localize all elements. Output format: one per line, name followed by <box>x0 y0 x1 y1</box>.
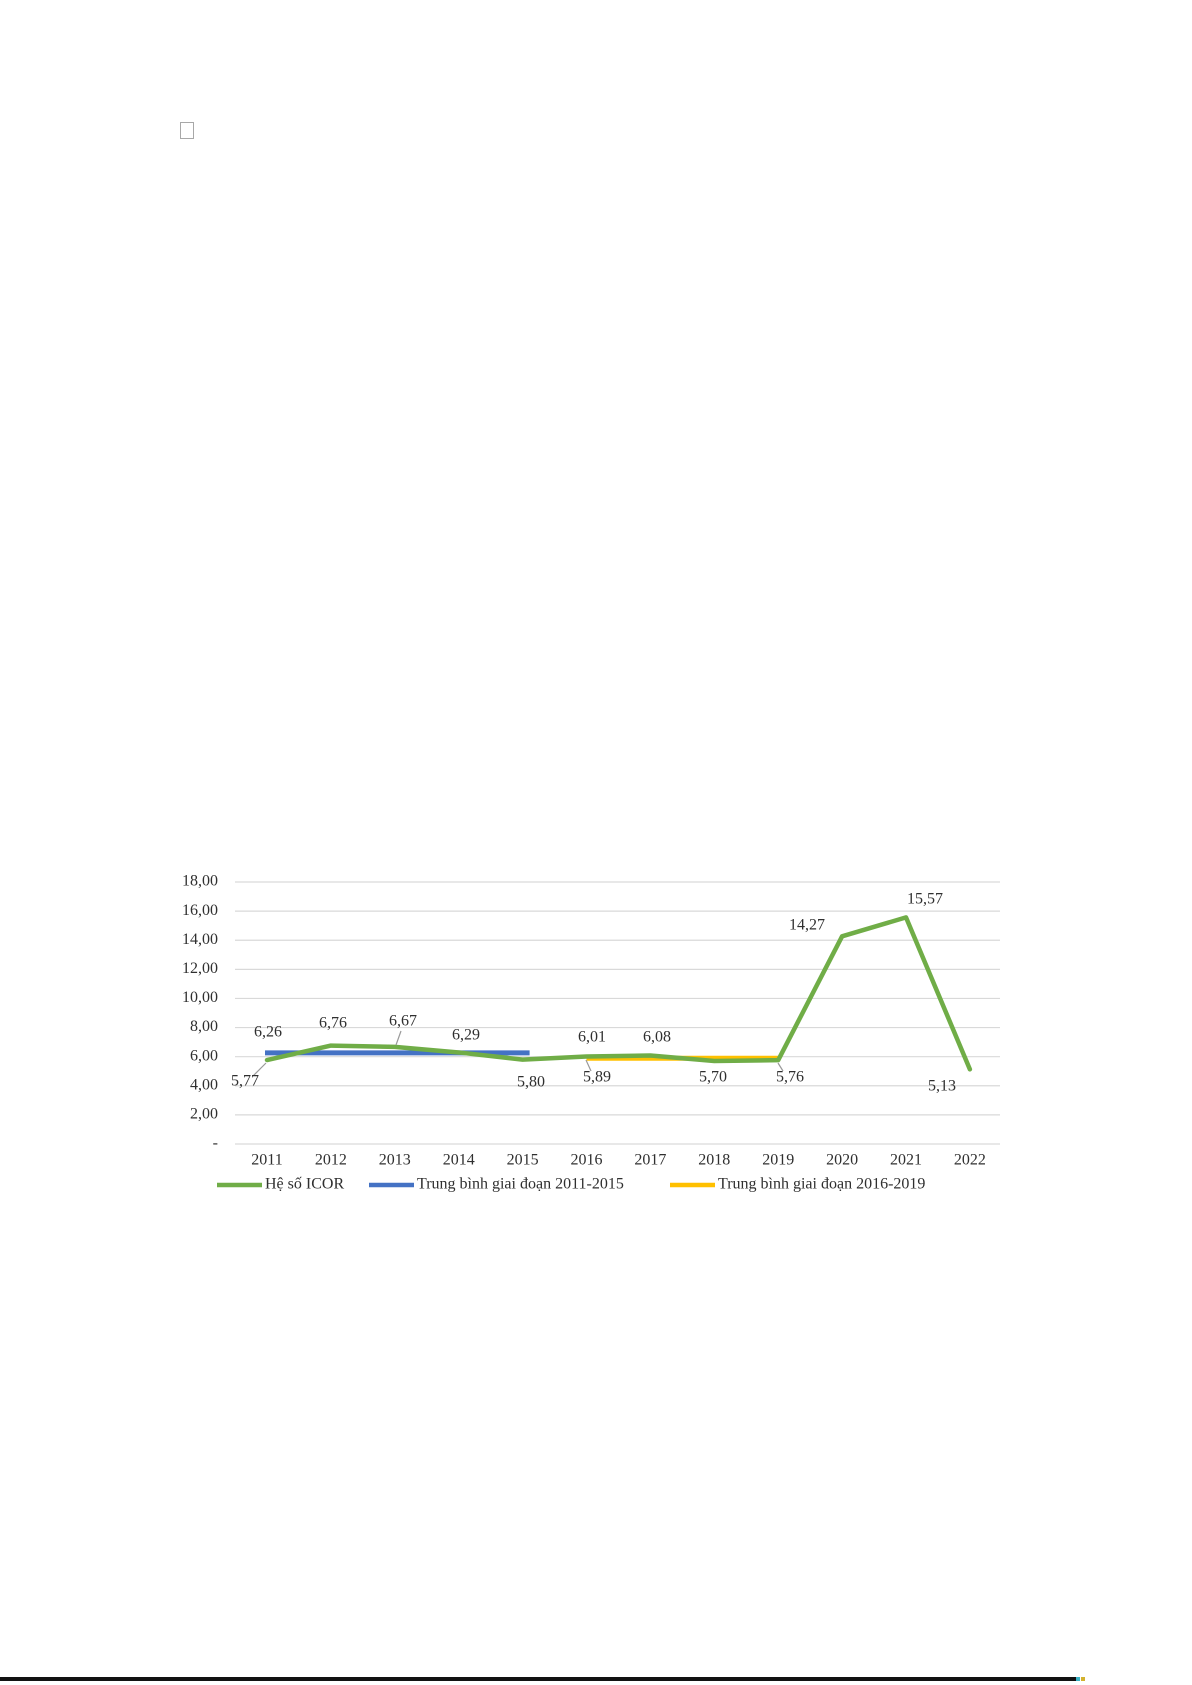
y-axis-tick-label: 18,00 <box>182 872 218 890</box>
y-axis-tick-label: 6,00 <box>190 1047 218 1065</box>
data-label: 5,76 <box>776 1068 804 1086</box>
x-axis-year-label: 2021 <box>890 1151 922 1169</box>
average-label: 5,89 <box>583 1068 611 1086</box>
x-axis-year-label: 2016 <box>570 1151 603 1169</box>
y-axis-tick-label: 10,00 <box>182 989 218 1007</box>
legend-label: Hệ số ICOR <box>265 1175 345 1193</box>
y-axis-tick-label: 2,00 <box>190 1105 218 1123</box>
x-axis-year-label: 2015 <box>506 1151 539 1169</box>
data-label: 5,77 <box>231 1072 259 1090</box>
x-axis-year-label: 2018 <box>698 1151 731 1169</box>
data-label: 5,80 <box>517 1073 545 1091</box>
color-artifact-dot <box>1076 1677 1080 1681</box>
data-label: 6,08 <box>643 1028 671 1046</box>
y-axis-tick-label: 14,00 <box>182 930 218 948</box>
data-label: 5,13 <box>928 1077 956 1095</box>
data-label: 15,57 <box>907 890 943 908</box>
bottom-black-bar <box>0 1677 1076 1681</box>
legend-label: Trung bình giai đoạn 2016-2019 <box>718 1175 926 1193</box>
icor-chart-container <box>150 830 1030 1210</box>
data-label: 6,67 <box>389 1012 417 1030</box>
x-axis-year-label: 2014 <box>442 1151 475 1169</box>
y-axis-tick-label: 4,00 <box>190 1076 218 1094</box>
average-label: 6,26 <box>254 1023 282 1041</box>
x-axis-year-label: 2022 <box>953 1151 986 1169</box>
x-axis-year-label: 2013 <box>378 1151 411 1169</box>
x-axis-year-label: 2017 <box>634 1151 667 1169</box>
data-label: 5,70 <box>699 1068 727 1086</box>
y-axis-tick-label: 8,00 <box>190 1018 218 1036</box>
data-label: 14,27 <box>789 916 825 934</box>
data-label: 6,76 <box>319 1014 347 1032</box>
x-axis-year-label: 2019 <box>762 1151 795 1169</box>
y-axis-tick-label: 12,00 <box>182 960 218 978</box>
color-artifact-dot <box>1081 1677 1085 1681</box>
missing-glyph-box <box>180 122 194 139</box>
data-label: 6,29 <box>452 1026 480 1044</box>
x-axis-year-label: 2020 <box>826 1151 859 1169</box>
y-axis-tick-label: - <box>212 1134 218 1152</box>
x-axis-year-label: 2012 <box>314 1151 347 1169</box>
legend-label: Trung bình giai đoạn 2011-2015 <box>417 1175 624 1193</box>
label-leader-line <box>396 1031 401 1045</box>
icor-line-chart <box>150 830 1030 1210</box>
data-label: 6,01 <box>578 1028 606 1046</box>
y-axis-tick-label: 16,00 <box>182 901 218 919</box>
x-axis-year-label: 2011 <box>251 1151 283 1169</box>
